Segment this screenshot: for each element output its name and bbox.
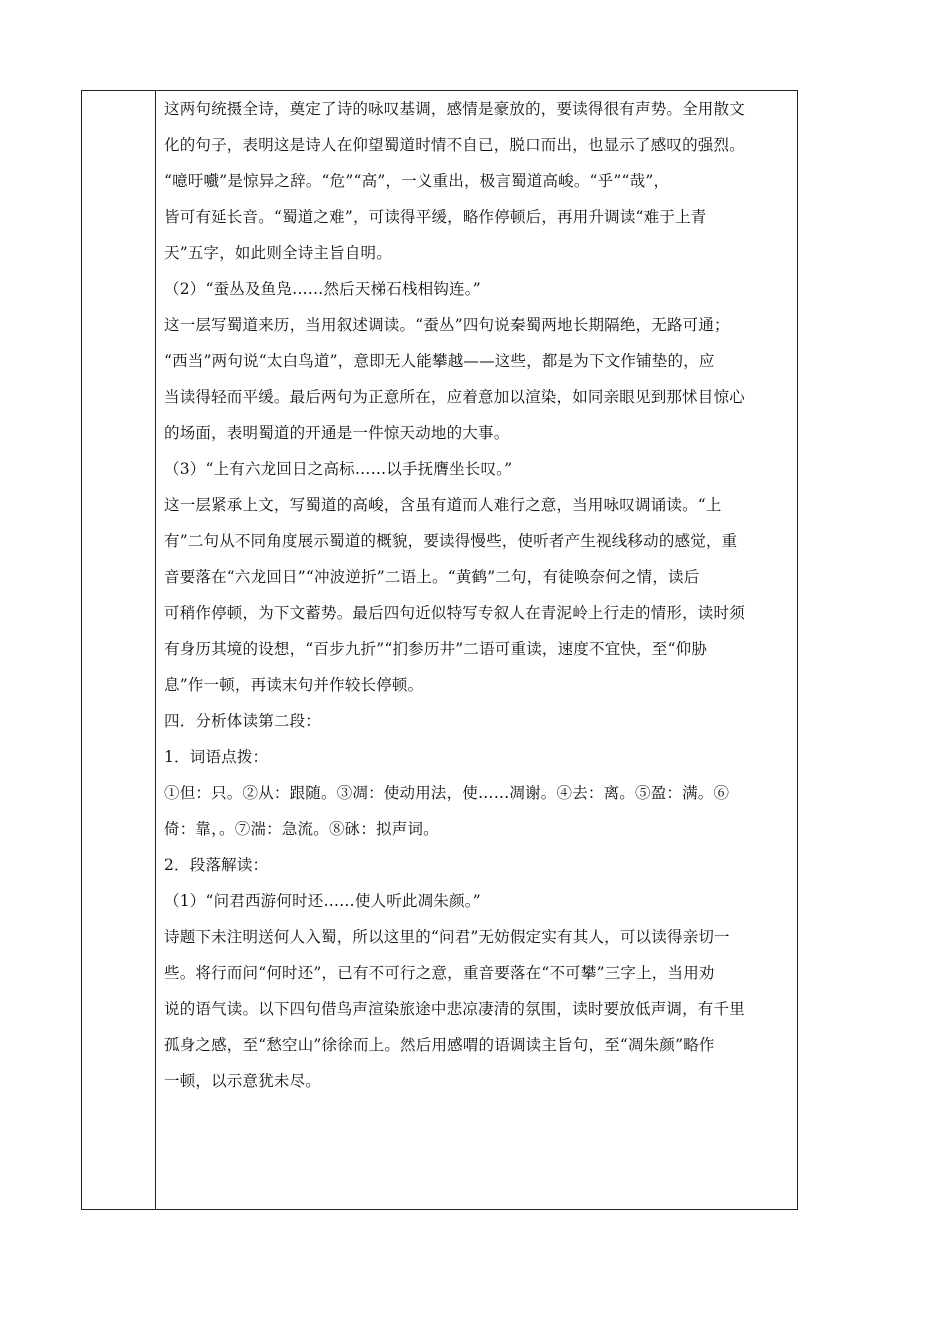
text-line: 有”二句从不同角度展示蜀道的概貌，要读得慢些，使听者产生视线移动的感觉，重 [164, 532, 738, 550]
text-line: 这两句统摄全诗，奠定了诗的咏叹基调，感情是豪放的，要读得很有声势。全用散文 [164, 100, 745, 118]
text-line: 诗题下未注明送何人入蜀，所以这里的“问君”无妨假定实有其人，可以读得亲切一 [164, 928, 730, 946]
section-heading: 四．分析体读第二段： [164, 712, 322, 730]
text-line: 天”五字，如此则全诗主旨自明。 [164, 244, 392, 262]
text-line: 孤身之感，至“愁空山”徐徐而上。然后用感喟的语调读主旨句，至“凋朱颜”略作 [164, 1036, 715, 1054]
column-divider [155, 91, 156, 1209]
section-heading: （2）“蚕丛及鱼凫……然后天梯石栈相钩连。” [164, 280, 481, 298]
section-heading: （1）“问君西游何时还……使人听此凋朱颜。” [164, 892, 481, 910]
text-line: ①但：只。②从：跟随。③凋：使动用法，使……凋谢。④去：离。⑤盈：满。⑥ [164, 784, 730, 802]
text-line: 的场面，表明蜀道的开通是一件惊天动地的大事。 [164, 424, 510, 442]
text-line: 当读得轻而平缓。最后两句为正意所在，应着意加以渲染，如同亲眼见到那怵目惊心 [164, 388, 745, 406]
text-line: 说的语气读。以下四句借鸟声渲染旅途中悲凉凄清的氛围，读时要放低声调，有千里 [164, 1000, 745, 1018]
text-line: “噫吁嚱”是惊异之辞。“危”“高”，一义重出，极言蜀道高峻。“乎”“哉”， [164, 172, 670, 190]
lesson-table [81, 90, 798, 1210]
text-line: 皆可有延长音。“蜀道之难”，可读得平缓，略作停顿后，再用升调读“难于上青 [164, 208, 707, 226]
text-line: 有身历其境的设想，“百步九折”“扪参历井”二语可重读，速度不宜快，至“仰胁 [164, 640, 708, 658]
text-line: 这一层写蜀道来历，当用叙述调读。“蚕丛”四句说秦蜀两地长期隔绝，无路可通； [164, 316, 730, 334]
subsection-heading: 2．段落解读： [164, 856, 269, 874]
text-line: 化的句子，表明这是诗人在仰望蜀道时情不自已，脱口而出，也显示了感叹的强烈。 [164, 136, 745, 154]
section-heading: （3）“上有六龙回日之高标……以手抚膺坐长叹。” [164, 460, 513, 478]
text-line: 一顿，以示意犹未尽。 [164, 1072, 322, 1090]
text-line: 可稍作停顿，为下文蓄势。最后四句近似特写专叙人在青泥岭上行走的情形，读时须 [164, 604, 745, 622]
text-line: 这一层紧承上文，写蜀道的高峻，含虽有道而人难行之意，当用咏叹调诵读。“上 [164, 496, 722, 514]
text-line: 息”作一顿，再读末句并作较长停顿。 [164, 676, 424, 694]
text-line: “西当”两句说“太白鸟道”，意即无人能攀越——这些，都是为下文作铺垫的，应 [164, 352, 715, 370]
text-line: 倚：靠，。⑦湍：急流。⑧砯：拟声词。 [164, 820, 439, 838]
content-cell [164, 91, 790, 1099]
text-line: 些。将行而问“何时还”，已有不可行之意，重音要落在“不可攀”三字上，当用劝 [164, 964, 715, 982]
subsection-heading: 1．词语点拨： [164, 748, 269, 766]
text-line: 音要落在“六龙回日”“冲波逆折”二语上。“黄鹤”二句，有徒唤奈何之情，读后 [164, 568, 700, 586]
